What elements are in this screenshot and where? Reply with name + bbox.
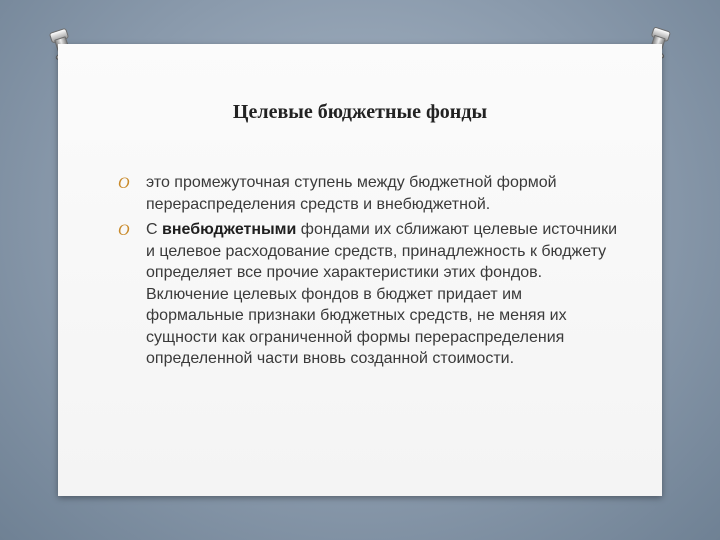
- slide-title: Целевые бюджетные фонды: [232, 101, 488, 123]
- bullet-text: фондами их сближают целевые источники и целевое расходование средств, принадлежность к бюджету определяет все прочие характеристики этих фондов. Включение целевых фондов в бюджет придает им формальные признаки бюджетных средств, не меняя их сущности как ограниченной формы перераспределения определенной части вновь созданной стоимости.: [146, 221, 618, 367]
- bullet-prefix: С: [146, 221, 162, 238]
- bullet-item: [118, 219, 618, 370]
- bullet-bold-term: внебюджетными: [162, 221, 297, 238]
- bullet-list: [118, 172, 618, 374]
- bullet-marker-icon: O: [118, 222, 130, 239]
- slide-card: [58, 44, 662, 496]
- bullet-item: [118, 172, 618, 215]
- bullet-text: это промежуточная ступень между бюджетной формой перераспределения средств и внебюджетной.: [146, 174, 557, 213]
- bullet-marker-icon: O: [118, 175, 130, 192]
